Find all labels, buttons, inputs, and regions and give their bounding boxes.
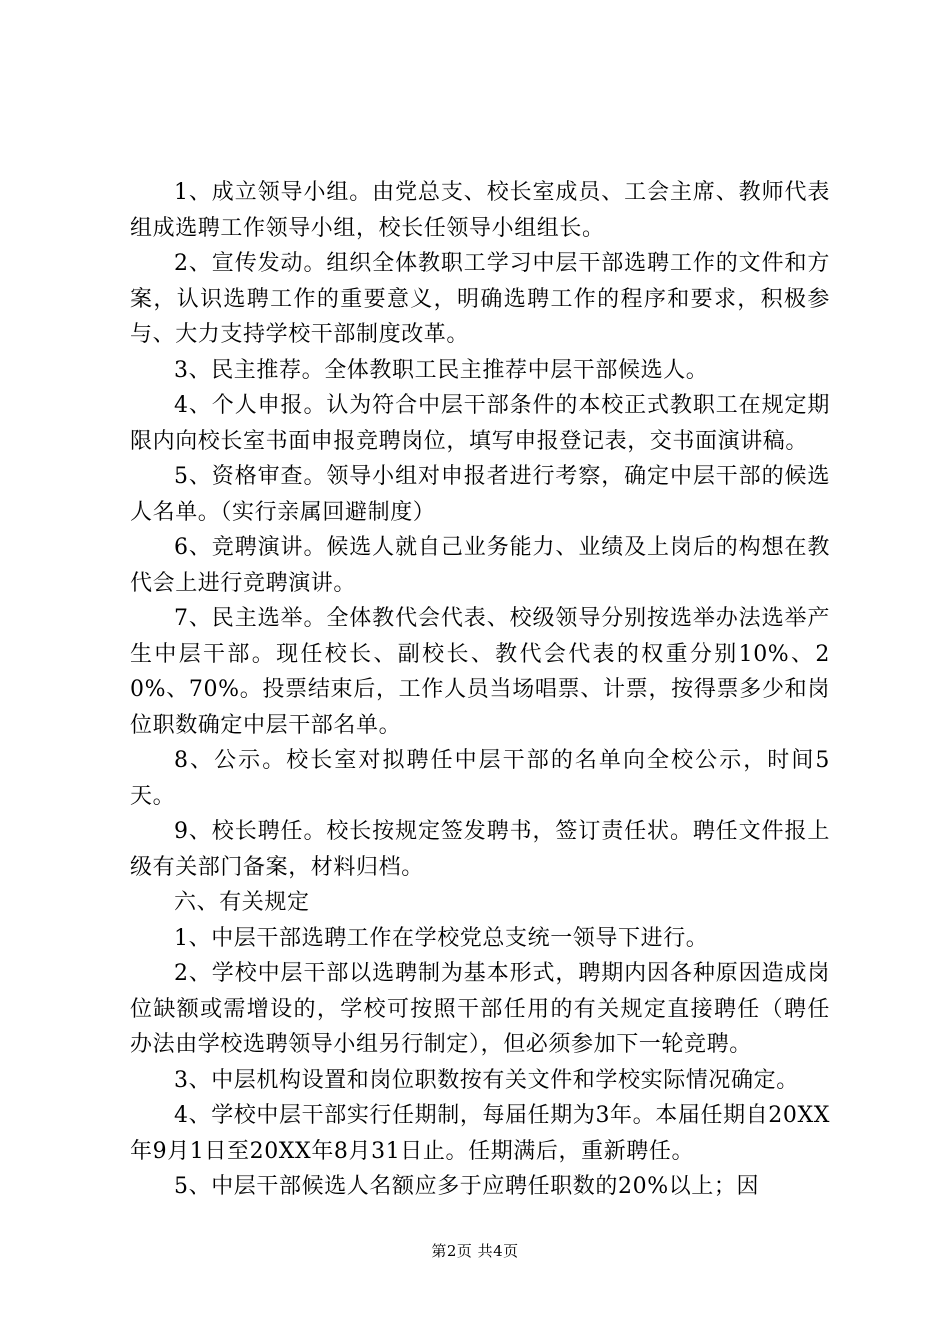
paragraph-5: 5、资格审查。领导小组对申报者进行考察，确定中层干部的候选人名单。（实行亲属回避制度） — [130, 464, 830, 525]
rule-3: 3、中层机构设置和岗位职数按有关文件和学校实际情况确定。 — [174, 1067, 799, 1093]
document-body — [130, 175, 830, 1205]
rule-1: 1、中层干部选聘工作在学校党总支统一领导下进行。 — [174, 925, 709, 951]
rule-2: 2、学校中层干部以选聘制为基本形式，聘期内因各种原因造成岗位缺额或需增设的，学校可按照干部任用的有关规定直接聘任（聘任办法由学校选聘领导小组另行制定），但必须参加下一轮竞聘。 — [130, 961, 830, 1057]
paragraph-6: 6、竞聘演讲。候选人就自己业务能力、业绩及上岗后的构想在教代会上进行竞聘演讲。 — [130, 535, 830, 596]
page-number-footer: 第2页 共4页 — [431, 1242, 519, 1260]
rule-4: 4、学校中层干部实行任期制，每届任期为3年。本届任期自20XX年9月1日至20XX年8月31日止。任期满后，重新聘任。 — [130, 1103, 830, 1164]
paragraph-2: 2、宣传发动。组织全体教职工学习中层干部选聘工作的文件和方案，认识选聘工作的重要意义，明确选聘工作的程序和要求，积极参与、大力支持学校干部制度改革。 — [130, 251, 830, 347]
paragraph-3: 3、民主推荐。全体教职工民主推荐中层干部候选人。 — [174, 357, 709, 383]
paragraph-9: 9、校长聘任。校长按规定签发聘书，签订责任状。聘任文件报上级有关部门备案，材料归档。 — [130, 819, 830, 880]
rule-5: 5、中层干部候选人名额应多于应聘任职数的20%以上；因 — [174, 1174, 760, 1199]
paragraph-4: 4、个人申报。认为符合中层干部条件的本校正式教职工在规定期限内向校长室书面申报竞聘岗位，填写申报登记表，交书面演讲稿。 — [130, 393, 830, 454]
paragraph-1: 1、成立领导小组。由党总支、校长室成员、工会主席、教师代表组成选聘工作领导小组，校长任领导小组组长。 — [130, 180, 830, 241]
paragraph-7: 7、民主选举。全体教代会代表、校级领导分别按选举办法选举产生中层干部。现任校长、副校长、教代会代表的权重分别10%、20%、70%。投票结束后，工作人员当场唱票、计票，按得票多少和岗位职数确定中层干部名单。 — [130, 606, 830, 738]
section-heading: 六、有关规定 — [174, 890, 310, 915]
paragraph-8: 8、公示。校长室对拟聘任中层干部的名单向全校公示，时间5天。 — [130, 748, 830, 809]
